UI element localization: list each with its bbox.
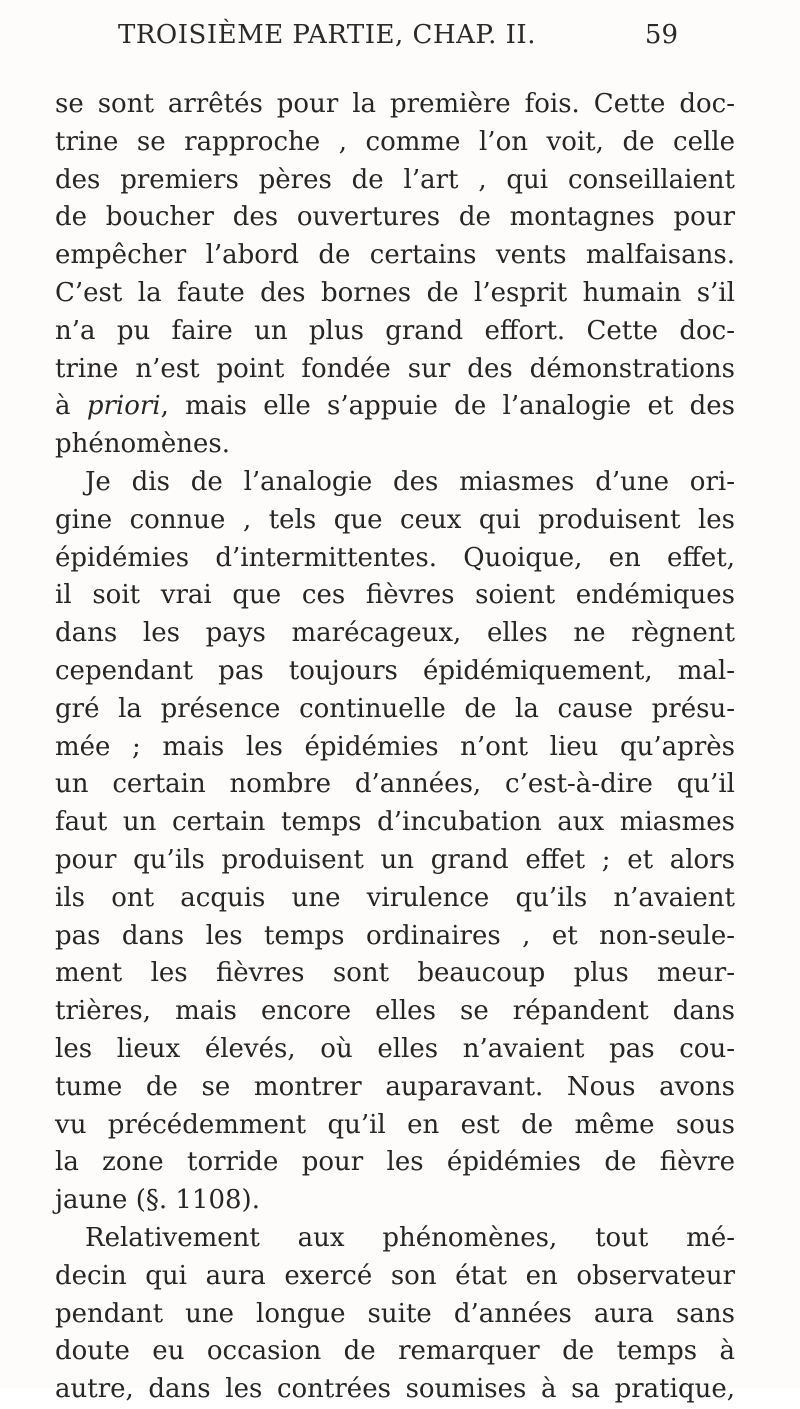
text-line: mée ; mais les épidémies n’ont lieu qu’après (55, 731, 735, 762)
running-head-title: TROISIÈME PARTIE, CHAP. II. (118, 20, 536, 50)
a-priori-italic: priori (86, 391, 161, 422)
text-line: des premiers pères de l’art , qui conseillaient (55, 164, 735, 195)
text-line: pendant une longue suite d’années aura sans (55, 1298, 735, 1329)
text-line: Je dis de l’analogie des miasmes d’une ori- (85, 466, 735, 497)
text-line: phénomènes. (55, 429, 230, 460)
text-line: decin qui aura exercé son état en observateur (55, 1260, 735, 1291)
text-line: il soit vrai que ces fièvres soient endémiques (55, 580, 735, 611)
text-line: la zone torride pour les épidémies de fièvre (55, 1147, 735, 1178)
text-line: tume de se montrer auparavant. Nous avons (55, 1071, 735, 1102)
text-line: C’est la faute des bornes de l’esprit humain s’il (55, 277, 735, 308)
text-line: épidémies d’intermittentes. Quoique, en effet, (55, 542, 735, 573)
text-line: gine connue , tels que ceux qui produisent les (55, 504, 735, 535)
text-line: n’a pu faire un plus grand effort. Cette doc- (55, 315, 735, 346)
text-line: dans les pays marécageux, elles ne règnent (55, 618, 735, 649)
page-number: 59 (644, 20, 678, 50)
text-line: gré la présence continuelle de la cause présu- (55, 693, 735, 724)
text-line: un certain nombre d’années, c’est-à-dire qu’il (55, 769, 735, 800)
text-line: ment les fièvres sont beaucoup plus meur- (55, 958, 735, 989)
text-line: empêcher l’abord de certains vents malfaisans. (55, 240, 735, 271)
text-line: faut un certain temps d’incubation aux miasmes (55, 807, 735, 838)
a-priori-suffix: , mais elle s’appuie de l’analogie et des (160, 391, 735, 422)
text-line: Relativement aux phénomènes, tout mé- (85, 1222, 735, 1253)
text-line: cependant pas toujours épidémiquement, mal- (55, 655, 735, 686)
text-line: autre, dans les contrées soumises à sa pratique, (55, 1374, 735, 1405)
running-head (118, 20, 678, 60)
text-line: de boucher des ouvertures de montagnes pour (55, 202, 735, 233)
body-text (55, 86, 735, 1409)
text-line: trine n’est point fondée sur des démonstrations (55, 353, 735, 384)
text-line: ils ont acquis une virulence qu’ils n’avaient (55, 882, 735, 913)
text-line: les lieux élevés, où elles n’avaient pas cou- (55, 1033, 735, 1064)
text-line-a-priori (55, 388, 735, 426)
text-line: doute eu occasion de remarquer de temps à (55, 1336, 735, 1367)
text-line: pas dans les temps ordinaires , et non-seule- (55, 920, 735, 951)
text-line: pour qu’ils produisent un grand effet ; et alors (55, 844, 735, 875)
text-line: jaune (§. 1108). (55, 1185, 260, 1216)
a-priori-prefix: à (55, 391, 87, 422)
text-line: vu précédemment qu’il en est de même sous (55, 1109, 735, 1140)
text-line: trine se rapproche , comme l’on voit, de celle (55, 126, 735, 157)
text-line: se sont arrêtés pour la première fois. Cette doc- (55, 89, 735, 119)
text-line: trières, mais encore elles se répandent dans (55, 996, 735, 1027)
